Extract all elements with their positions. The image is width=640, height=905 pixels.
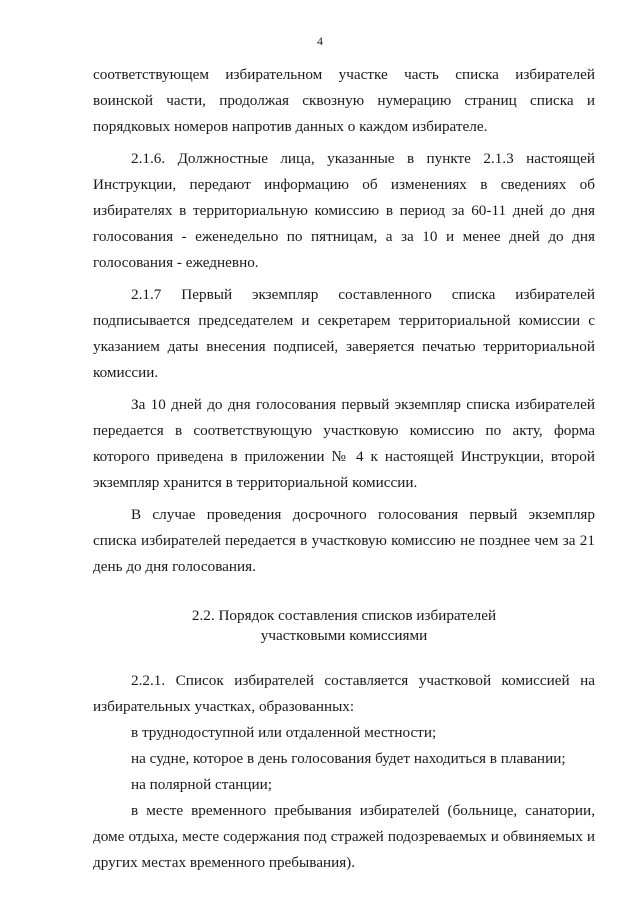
list-item-polar-station: на полярной станции;: [131, 776, 273, 793]
section-heading-line-2: участковыми комиссиями: [260, 627, 428, 644]
paragraph-continuation: соответствующем избирательном участке часть списка избирателей воинской части, продолжая сквозную нумерацию страниц списка и порядковых номеров напротив данных о каждом избирателе.: [93, 66, 595, 135]
paragraph-transfer: За 10 дней до дня голосования первый экземпляр списка избирателей передается в соответствующую участковую комиссию по акту, форма которого приведена в приложении № 4 к настоящей Инструкции, второй экземпляр хранится в территориальной комиссии.: [93, 396, 595, 491]
list-item-temporary-stay: в месте временного пребывания избирателей (больнице, санатории, доме отдыха, месте содержания под стражей подозреваемых и обвиняемых и других местах временного пребывания).: [93, 802, 595, 871]
section-heading: [93, 606, 595, 646]
page-body: [93, 62, 595, 876]
section-heading-line-1: 2.2. Порядок составления списков избирателей: [191, 607, 497, 624]
paragraph-early-voting: В случае проведения досрочного голосования первый экземпляр списка избирателей передается в участковую комиссию не позднее чем за 21 день до дня голосования.: [93, 506, 595, 575]
paragraph-2-1-6: 2.1.6. Должностные лица, указанные в пункте 2.1.3 настоящей Инструкции, передают информацию об изменениях в сведениях об избирателях в территориальную комиссию в период за 60-11 дней до дня голосования - еженедельно по пятницам, а за 10 и менее дней до дня голосования - ежедневно.: [93, 150, 595, 271]
paragraph-2-1-7: 2.1.7 Первый экземпляр составленного списка избирателей подписывается председателем и секретарем территориальной комиссии с указанием даты внесения подписей, заверяется печатью территориальной комиссии.: [93, 286, 595, 381]
list-item-remote-area: в труднодоступной или отдаленной местности;: [131, 724, 437, 741]
paragraph-2-2-1: 2.2.1. Список избирателей составляется участковой комиссией на избирательных участках, образованных:: [93, 672, 595, 715]
list-item-ship: на судне, которое в день голосования будет находиться в плавании;: [131, 750, 566, 767]
page-number: 4: [317, 34, 323, 48]
